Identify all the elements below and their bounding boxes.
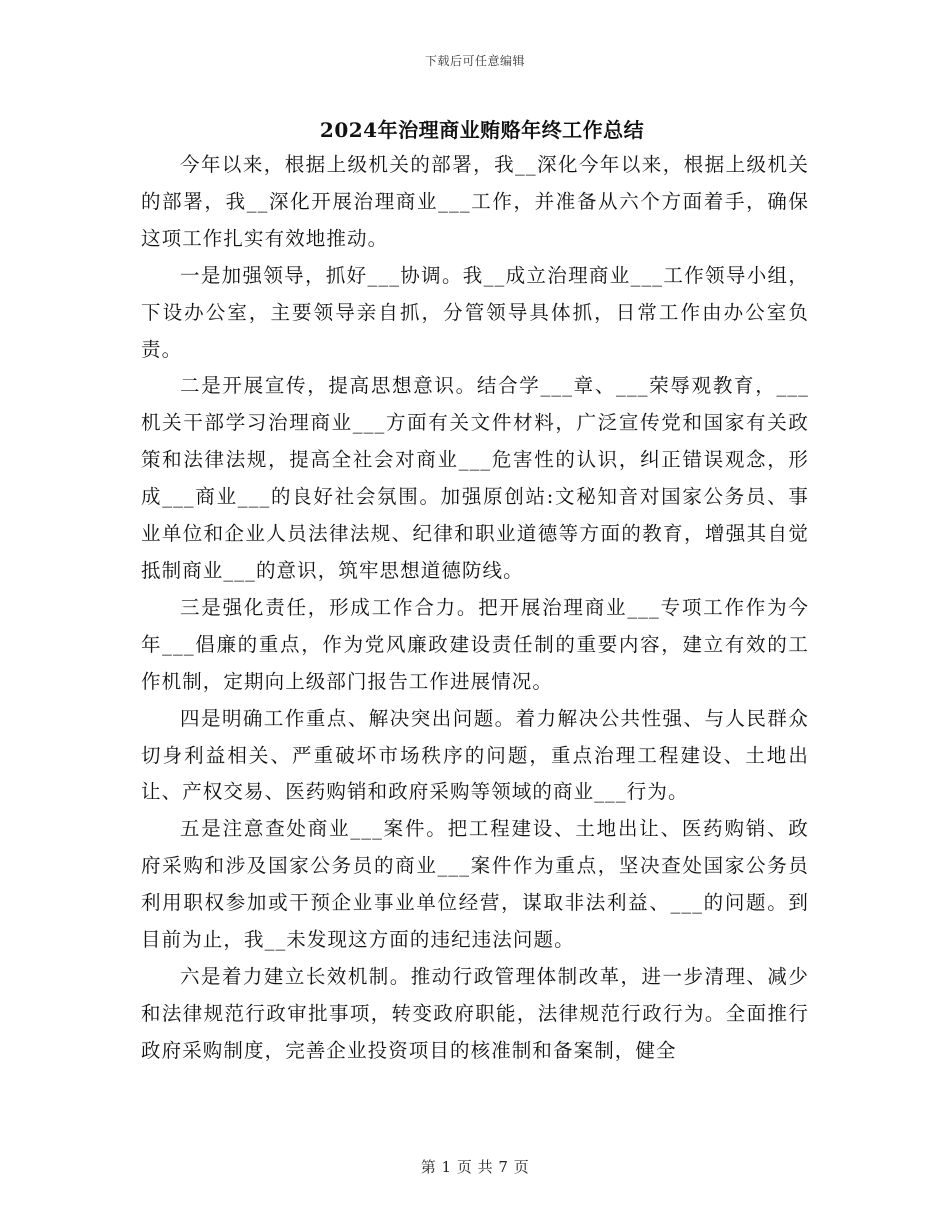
paragraph-leadership: 一是加强领导，抓好___协调。我__成立治理商业___工作领导小组，下设办公室，主要领导亲自抓，分管领导具体抓，日常工作由办公室负责。 (141, 263, 809, 361)
paragraph-publicity: 二是开展宣传，提高思想意识。结合学___章、___荣辱观教育，___机关干部学习治理商业___方面有关文件材料，广泛宣传党和国家有关政策和法律法规，提高全社会对商业___危害性的认识，纠正错误观念，形成___商业___的良好社会氛围。加强原创站:文秘知音对国家公务员、事业单位和企业人员法律法规、纪律和职业道德等方面的教育，增强其自觉抵制商业___的意识，筑牢思想道德防线。 (141, 374, 809, 582)
paragraph-intro: 今年以来，根据上级机关的部署，我__深化今年以来，根据上级机关的部署，我__深化开展治理商业___工作，并准备从六个方面着手，确保这项工作扎实有效地推动。 (141, 153, 809, 250)
paragraph-key-issues: 四是明确工作重点、解决突出问题。着力解决公共性强、与人民群众切身利益相关、严重破坏市场秩序的问题，重点治理工程建设、土地出让、产权交易、医药购销和政府采购等领域的商业___行为。 (141, 706, 809, 804)
paragraph-responsibility: 三是强化责任，形成工作合力。把开展治理商业___专项工作作为今年___倡廉的重点，作为党风廉政建设责任制的重要内容，建立有效的工作机制，定期向上级部门报告工作进展情况。 (141, 595, 809, 693)
document-title: 2024年治理商业贿赂年终工作总结 (319, 118, 645, 142)
paragraph-long-term-mechanism: 六是着力建立长效机制。推动行政管理体制改革，进一步清理、减少和法律规范行政审批事项，转变政府职能，法律规范行政行为。全面推行政府采购制度，完善企业投资项目的核准制和备案制，健全 (141, 964, 809, 1062)
page-header-note: 下载后可任意编辑 (424, 54, 525, 68)
paragraph-case-handling: 五是注意查处商业___案件。把工程建设、土地出让、医药购销、政府采购和涉及国家公务员的商业___案件作为重点，坚决查处国家公务员利用职权参加或干预企业事业单位经营，谋取非法利益、___的问题。到目前为止，我__未发现这方面的违纪违法问题。 (141, 817, 809, 952)
document-body (141, 147, 809, 1070)
page-number: 第 1 页 共 7 页 (420, 1158, 530, 1176)
